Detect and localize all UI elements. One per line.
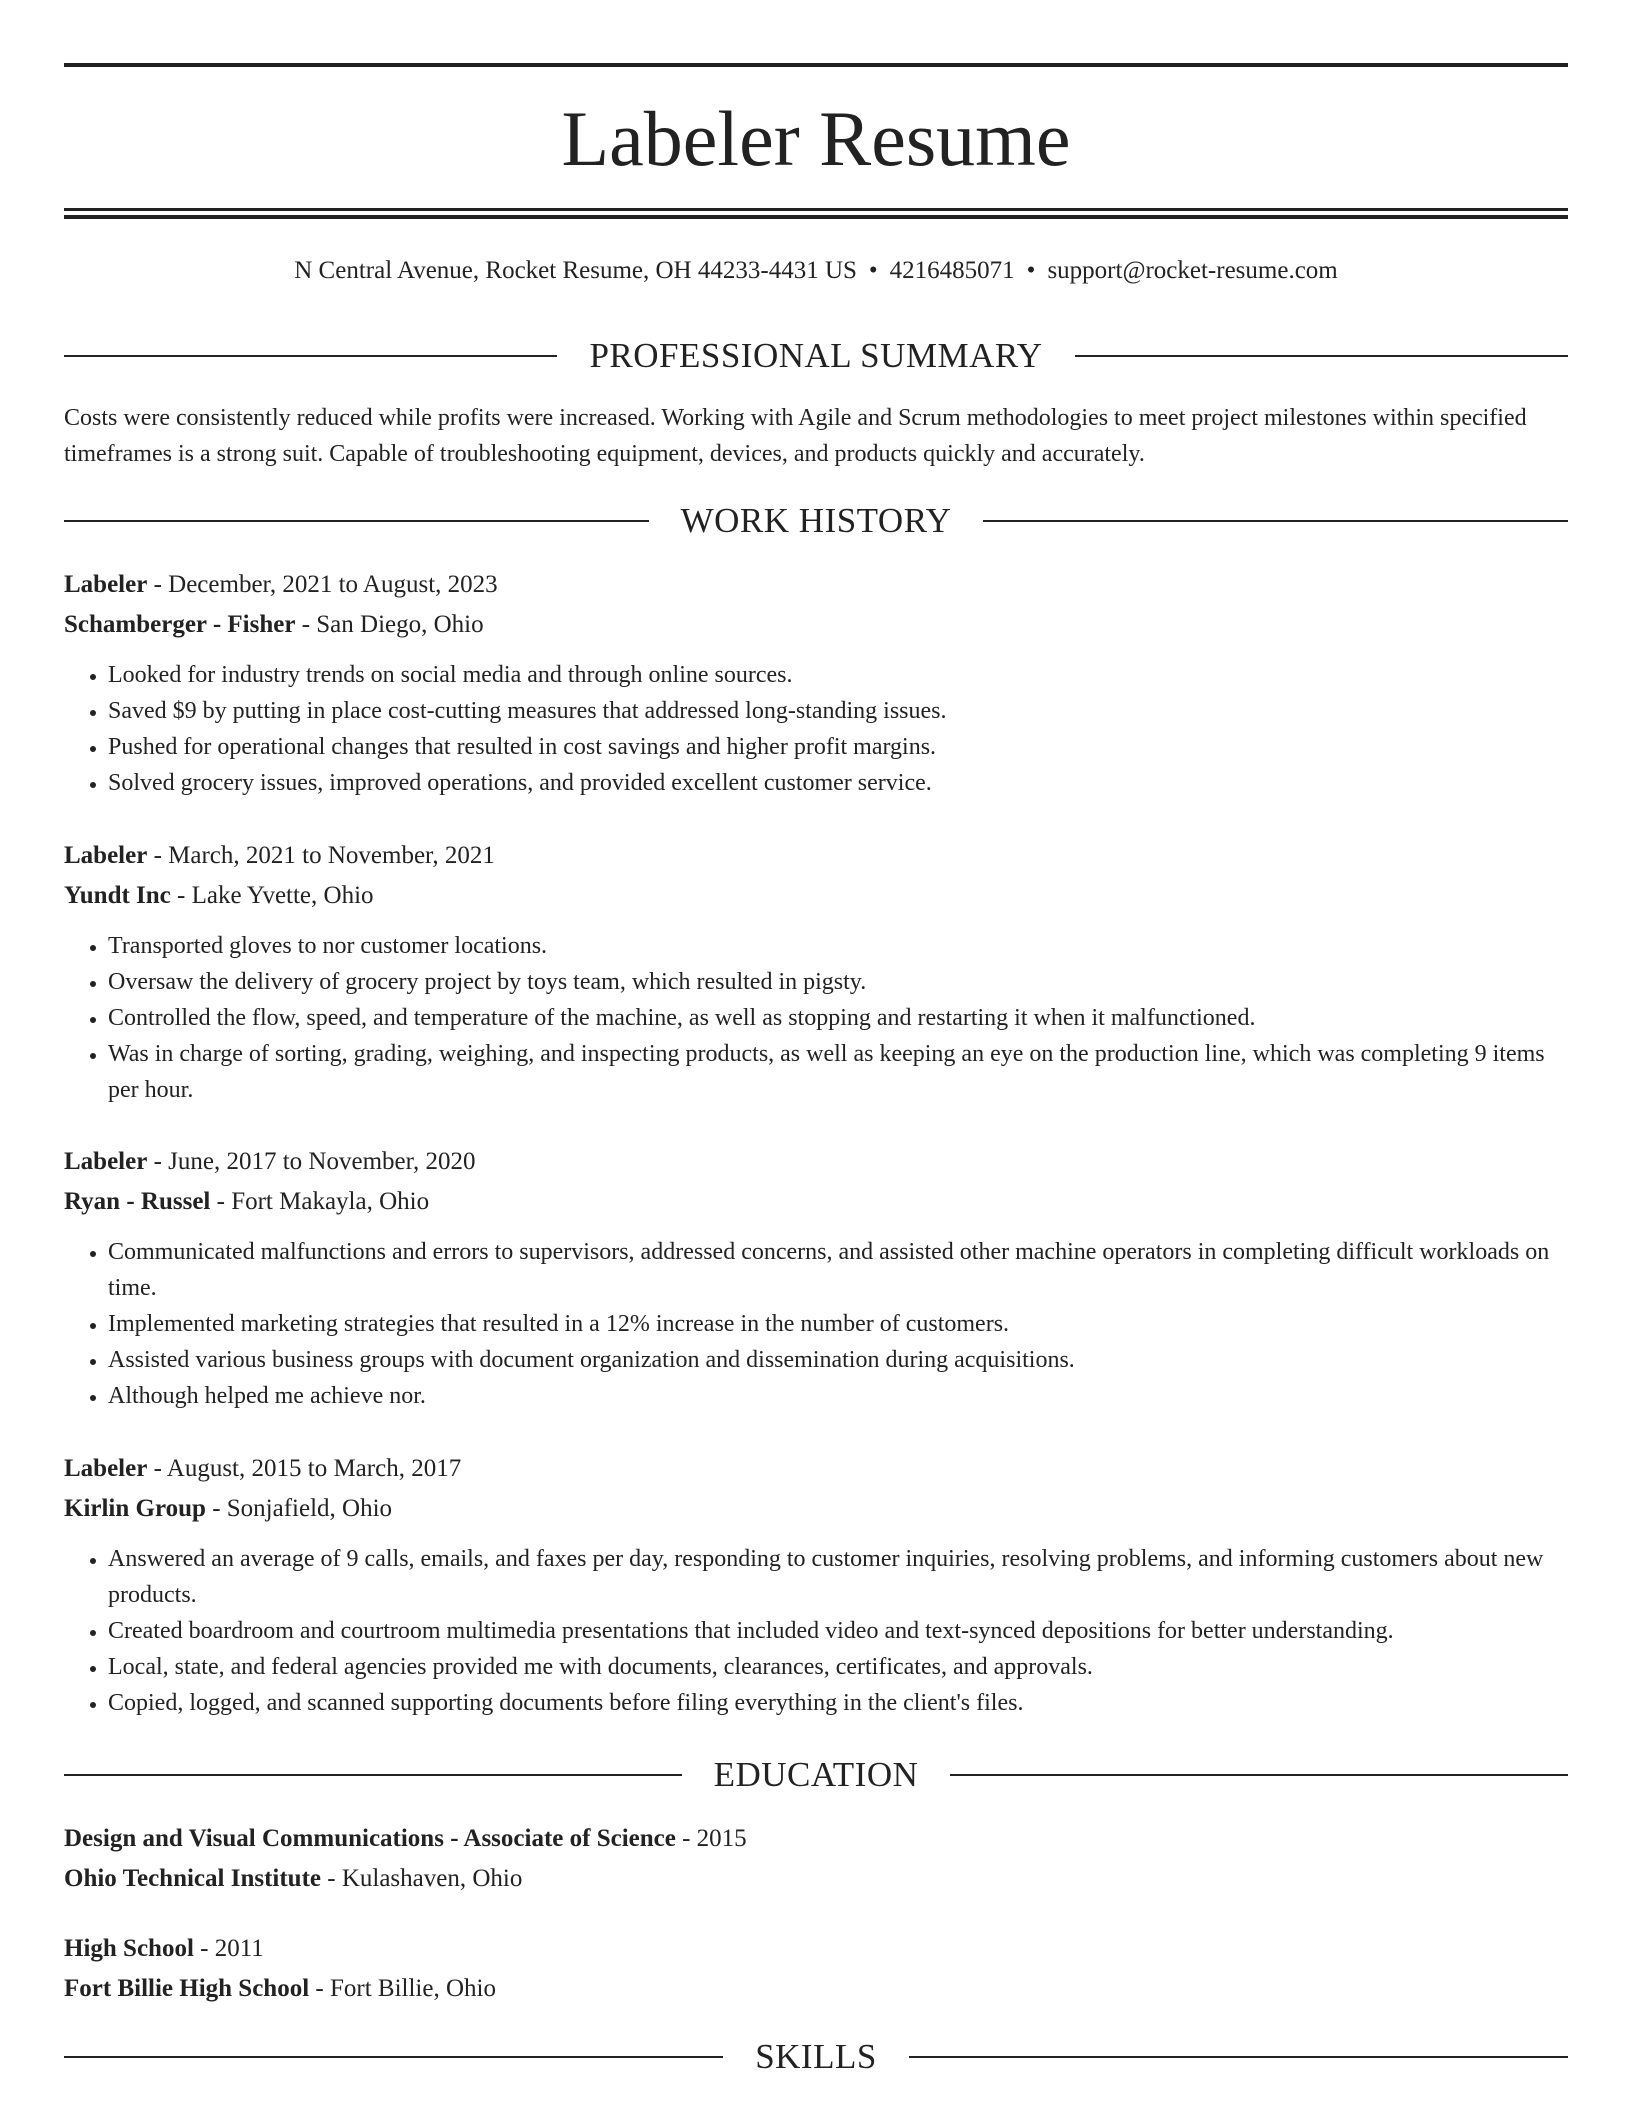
education-entry [64,1819,1568,1899]
section-title: SKILLS [755,2037,877,2076]
job-title: Labeler [64,842,148,869]
job-entry [64,836,1568,1108]
resume-name: Labeler Resume [561,95,1071,182]
job-company: Schamberger - Fisher [64,611,296,638]
section-rule-left [64,355,557,357]
contact-phone: 4216485071 [889,257,1015,284]
job-title: Labeler [64,1455,148,1482]
job-title: Labeler [64,1148,148,1175]
section-rule-left [64,2056,723,2058]
job-company: Ryan - Russel [64,1188,211,1215]
section-rule-right [1075,355,1568,357]
job-bullets [64,657,1568,801]
section-rule-right [950,1774,1568,1776]
job-entry [64,1449,1568,1721]
contact-line [64,254,1568,288]
education-location: - Kulashaven, Ohio [321,1865,523,1892]
job-location: - Lake Yvette, Ohio [170,882,374,909]
list-item: • Oversaw the delivery of grocery project by toys team, which resulted in pigsty. [108,964,1568,1000]
list-item: • Looked for industry trends on social media and through online sources. [108,657,1568,693]
job-bullets [64,1541,1568,1721]
section-header-education [64,1755,1568,1795]
education-year: - 2015 [675,1825,747,1852]
section-header-skills [64,2037,1568,2077]
list-item: • Implemented marketing strategies that resulted in a 12% increase in the number of customers. [108,1306,1568,1342]
list-item: • Pushed for operational changes that resulted in cost savings and higher profit margins. [108,729,1568,765]
job-dates: - August, 2015 to March, 2017 [147,1455,462,1482]
list-item: • Communicated malfunctions and errors to supervisors, addressed concerns, and assisted other machine operators in completing difficult workloads on time. [108,1234,1568,1306]
list-item: • Solved grocery issues, improved operations, and provided excellent customer service. [108,765,1568,801]
education-school-line [64,1969,1568,2009]
list-item: • Controlled the flow, speed, and temperature of the machine, as well as stopping and restarting it when it malfunctioned. [108,1000,1568,1036]
section-rule-left [64,520,649,522]
job-company-line [64,876,1568,916]
education-degree: Design and Visual Communications - Associate of Science [64,1825,676,1852]
list-item: • Created boardroom and courtroom multimedia presentations that included video and text-synced depositions for better understanding. [108,1613,1568,1649]
job-entry [64,1142,1568,1414]
education-entry [64,1929,1568,2009]
list-item: • Transported gloves to nor customer locations. [108,928,1568,964]
job-location: - Fort Makayla, Ohio [210,1188,430,1215]
job-dates: - March, 2021 to November, 2021 [147,842,495,869]
job-bullets [64,928,1568,1108]
section-title: PROFESSIONAL SUMMARY [589,336,1043,375]
section-title: EDUCATION [713,1755,919,1794]
contact-separator: • [1026,257,1036,284]
section-header-summary [64,336,1568,376]
list-item: • Although helped me achieve nor. [108,1378,1568,1414]
job-title-line [64,1449,1568,1489]
education-location: - Fort Billie, Ohio [309,1975,496,2002]
top-rule [64,63,1568,67]
job-entry [64,565,1568,801]
education-school: Fort Billie High School [64,1975,310,2002]
job-location: - Sonjafield, Ohio [205,1495,393,1522]
education-school-line [64,1859,1568,1899]
list-item: • Saved $9 by putting in place cost-cutting measures that addressed long-standing issues. [108,693,1568,729]
list-item: • Copied, logged, and scanned supporting documents before filing everything in the client's files. [108,1685,1568,1721]
education-year: - 2011 [193,1935,264,1962]
header-rule-lower [64,215,1568,219]
section-header-work [64,501,1568,541]
job-title-line [64,1142,1568,1182]
job-location: - San Diego, Ohio [295,611,484,638]
job-title: Labeler [64,571,148,598]
list-item: • Answered an average of 9 calls, emails, and faxes per day, responding to customer inquiries, resolving problems, and informing customers about new products. [108,1541,1568,1613]
section-rule-left [64,1774,682,1776]
contact-email: support@rocket-resume.com [1047,257,1338,284]
list-item: • Was in charge of sorting, grading, weighing, and inspecting products, as well as keeping an eye on the production line, which was completing 9 items per hour. [108,1036,1568,1108]
section-rule-right [983,520,1568,522]
job-title-line [64,836,1568,876]
job-company-line [64,1182,1568,1222]
job-dates: - June, 2017 to November, 2020 [147,1148,476,1175]
summary-text: Costs were consistently reduced while profits were increased. Working with Agile and Scrum methodologies to meet project milestones within specified timeframes is a strong suit. Capable of troubleshooting equipment, devices, and products quickly and accurately. [64,405,1527,467]
job-company-line [64,1489,1568,1529]
job-bullets [64,1234,1568,1414]
header-rule-upper [64,208,1568,211]
job-title-line [64,565,1568,605]
job-company: Kirlin Group [64,1495,206,1522]
education-degree-line [64,1929,1568,1969]
contact-separator: • [868,257,878,284]
job-company: Yundt Inc [64,882,171,909]
contact-address: N Central Avenue, Rocket Resume, OH 44233-4431 US [294,257,857,284]
section-rule-right [909,2056,1568,2058]
education-degree: High School [64,1935,194,1962]
list-item: • Assisted various business groups with document organization and dissemination during acquisitions. [108,1342,1568,1378]
section-title: WORK HISTORY [680,501,952,540]
list-item: • Local, state, and federal agencies provided me with documents, clearances, certificates, and approvals. [108,1649,1568,1685]
education-school: Ohio Technical Institute [64,1865,321,1892]
job-dates: - December, 2021 to August, 2023 [147,571,498,598]
education-degree-line [64,1819,1568,1859]
job-company-line [64,605,1568,645]
